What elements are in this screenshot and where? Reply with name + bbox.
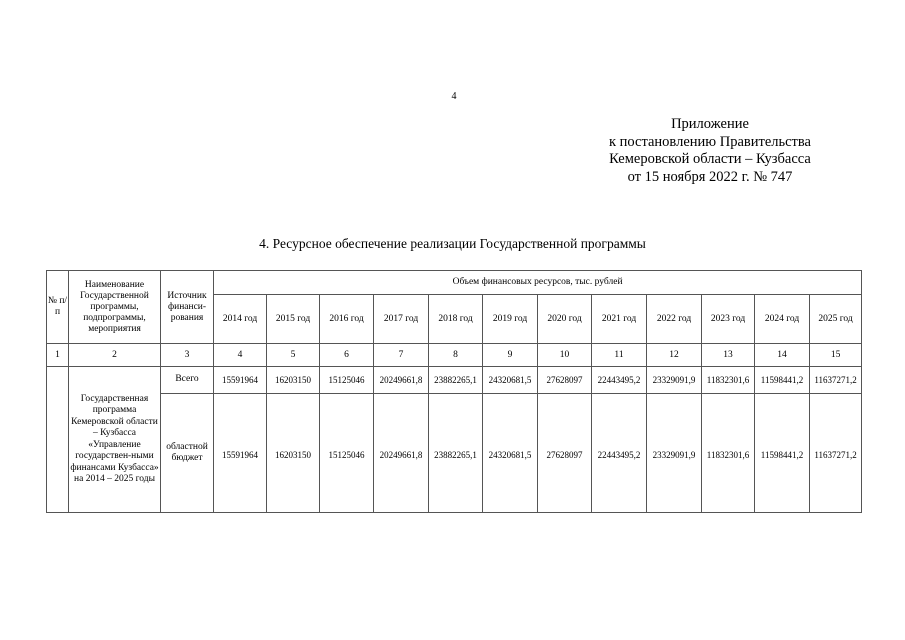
header-source: Источник финанси-рования bbox=[161, 271, 214, 344]
program-name: Государственная программа Кемеровской области – Кузбасса «Управление государствен-ными финансами Кузбасса» на 2014 – 2025 годы bbox=[69, 367, 161, 513]
header-year: 2024 год bbox=[755, 295, 810, 344]
header-num: № п/п bbox=[47, 271, 69, 344]
value-cell: 23329091,9 bbox=[647, 367, 702, 394]
value-cell: 16203150 bbox=[267, 367, 320, 394]
header-year: 2014 год bbox=[214, 295, 267, 344]
table-row bbox=[47, 367, 862, 394]
value-cell: 11637271,2 bbox=[810, 394, 862, 513]
header-row bbox=[47, 271, 862, 295]
value-cell: 27628097 bbox=[538, 367, 592, 394]
value-cell: 27628097 bbox=[538, 394, 592, 513]
appendix-header bbox=[560, 116, 860, 186]
header-name: Наименование Государственной программы, подпрограммы, мероприятия bbox=[69, 271, 161, 344]
column-number: 7 bbox=[374, 344, 429, 367]
appendix-line: к постановлению Правительства bbox=[609, 133, 811, 150]
column-number: 5 bbox=[267, 344, 320, 367]
source-cell: Всего bbox=[161, 367, 214, 394]
header-year: 2015 год bbox=[267, 295, 320, 344]
value-cell: 11598441,2 bbox=[755, 394, 810, 513]
value-cell: 15125046 bbox=[320, 367, 374, 394]
appendix-line: Приложение bbox=[671, 116, 749, 132]
value-cell: 22443495,2 bbox=[592, 367, 647, 394]
column-number: 1 bbox=[47, 344, 69, 367]
value-cell: 11637271,2 bbox=[810, 367, 862, 394]
value-cell: 15125046 bbox=[320, 394, 374, 513]
section-title: 4. Ресурсное обеспечение реализации Государственной программы bbox=[259, 236, 646, 251]
column-number: 3 bbox=[161, 344, 214, 367]
header-year: 2018 год bbox=[429, 295, 483, 344]
value-cell: 23882265,1 bbox=[429, 367, 483, 394]
header-year: 2023 год bbox=[702, 295, 755, 344]
value-cell: 20249661,8 bbox=[374, 394, 429, 513]
page-number: 4 bbox=[451, 91, 457, 102]
table-row bbox=[47, 394, 862, 513]
value-cell: 24320681,5 bbox=[483, 367, 538, 394]
value-cell: 15591964 bbox=[214, 394, 267, 513]
column-number: 13 bbox=[702, 344, 755, 367]
header-year: 2020 год bbox=[538, 295, 592, 344]
column-number: 4 bbox=[214, 344, 267, 367]
value-cell: 11598441,2 bbox=[755, 367, 810, 394]
value-cell: 11832301,6 bbox=[702, 367, 755, 394]
resource-table bbox=[46, 270, 862, 513]
header-volume: Объем финансовых ресурсов, тыс. рублей bbox=[214, 271, 862, 295]
value-cell: 22443495,2 bbox=[592, 394, 647, 513]
header-year: 2017 год bbox=[374, 295, 429, 344]
header-year: 2016 год bbox=[320, 295, 374, 344]
column-number: 12 bbox=[647, 344, 702, 367]
appendix-line: Кемеровской области – Кузбасса bbox=[609, 151, 811, 167]
column-number: 6 bbox=[320, 344, 374, 367]
header-year: 2019 год bbox=[483, 295, 538, 344]
column-numbers-row bbox=[47, 344, 862, 367]
column-number: 15 bbox=[810, 344, 862, 367]
value-cell: 16203150 bbox=[267, 394, 320, 513]
header-year: 2021 год bbox=[592, 295, 647, 344]
value-cell: 23882265,1 bbox=[429, 394, 483, 513]
column-number: 10 bbox=[538, 344, 592, 367]
header-year: 2022 год bbox=[647, 295, 702, 344]
appendix-line: от 15 ноября 2022 г. № 747 bbox=[627, 168, 793, 185]
value-cell: 24320681,5 bbox=[483, 394, 538, 513]
source-cell: областной бюджет bbox=[161, 394, 214, 513]
value-cell: 11832301,6 bbox=[702, 394, 755, 513]
value-cell: 20249661,8 bbox=[374, 367, 429, 394]
column-number: 11 bbox=[592, 344, 647, 367]
header-year: 2025 год bbox=[810, 295, 862, 344]
column-number: 9 bbox=[483, 344, 538, 367]
column-number: 8 bbox=[429, 344, 483, 367]
value-cell: 23329091,9 bbox=[647, 394, 702, 513]
column-number: 14 bbox=[755, 344, 810, 367]
value-cell: 15591964 bbox=[214, 367, 267, 394]
column-number: 2 bbox=[69, 344, 161, 367]
row-num bbox=[47, 367, 69, 513]
